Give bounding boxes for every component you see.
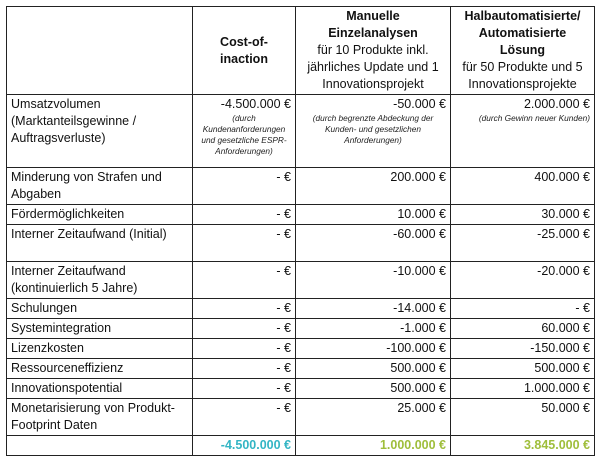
manual-value: 500.000 € [296, 359, 451, 379]
auto-value: 60.000 € [451, 319, 595, 339]
cost-value: - € [193, 168, 296, 205]
manual-value: 500.000 € [296, 379, 451, 399]
auto-note: (durch Gewinn neuer Kunden) [478, 113, 590, 123]
table-row [7, 399, 595, 436]
auto-value: 30.000 € [451, 205, 595, 225]
header-cost-title: Cost-of-inaction [220, 34, 268, 66]
row-label: Umsatzvolumen (Marktanteilsgewinne / Auftragsverluste) [7, 95, 193, 168]
cost-value: - € [193, 339, 296, 359]
table-row [7, 95, 595, 168]
header-automated [451, 7, 595, 95]
auto-value: -20.000 € [451, 262, 595, 299]
header-empty-cell [7, 7, 193, 95]
row-label: Systemintegration [7, 319, 193, 339]
manual-value: 25.000 € [296, 399, 451, 436]
table-row [7, 168, 595, 205]
table-row [7, 262, 595, 299]
row-label: Minderung von Strafen und Abgaben [7, 168, 193, 205]
totals-row [7, 436, 595, 456]
row-label: Schulungen [7, 299, 193, 319]
header-manual-title: Manuelle Einzelanalysen [328, 9, 418, 40]
row-label: Lizenzkosten [7, 339, 193, 359]
table-row [7, 359, 595, 379]
cost-value: -4.500.000 € [220, 97, 291, 111]
header-row [7, 7, 595, 95]
manual-value: 10.000 € [296, 205, 451, 225]
row-label: Monetarisierung von Produkt-Footprint Daten [7, 399, 193, 436]
auto-value: - € [451, 299, 595, 319]
auto-value: -25.000 € [451, 225, 595, 262]
total-manual-value: 1.000.000 € [296, 436, 451, 456]
row-label: Innovationspotential [7, 379, 193, 399]
total-auto-value: 3.845.000 € [451, 436, 595, 456]
row-label: Ressourceneffizienz [7, 359, 193, 379]
cost-value: - € [193, 359, 296, 379]
cost-value: - € [193, 262, 296, 299]
cost-value: - € [193, 399, 296, 436]
cost-cell [193, 95, 296, 168]
cost-value: - € [193, 379, 296, 399]
manual-note: (durch begrenzte Abdeckung der Kunden- und gesetzlichen Anforderungen) [312, 113, 434, 145]
auto-value: 50.000 € [451, 399, 595, 436]
header-automated-title: Halbautomatisierte/ Automatisierte Lösung [464, 9, 581, 57]
total-cost-value: -4.500.000 € [193, 436, 296, 456]
table-row [7, 379, 595, 399]
cost-note: (durch Kundenanforderungen und gesetzliche ESPR-Anforderungen) [201, 113, 287, 156]
manual-value: -1.000 € [296, 319, 451, 339]
auto-value: 2.000.000 € [523, 97, 590, 111]
auto-value: 1.000.000 € [451, 379, 595, 399]
auto-value: 400.000 € [451, 168, 595, 205]
cost-value: - € [193, 205, 296, 225]
table-row [7, 225, 595, 262]
table-row [7, 339, 595, 359]
cost-value: - € [193, 319, 296, 339]
cost-value: - € [193, 299, 296, 319]
row-label: Interner Zeitaufwand (Initial) [7, 225, 193, 262]
manual-value: -10.000 € [296, 262, 451, 299]
auto-value: 500.000 € [451, 359, 595, 379]
manual-cell [296, 95, 451, 168]
table-row [7, 299, 595, 319]
header-automated-subtitle: für 50 Produkte und 5 Innovationsprojekte [462, 60, 583, 91]
cost-value: - € [193, 225, 296, 262]
header-manual [296, 7, 451, 95]
table-row [7, 205, 595, 225]
header-cost-of-inaction [193, 7, 296, 95]
auto-value: -150.000 € [451, 339, 595, 359]
row-label: Interner Zeitaufwand (kontinuierlich 5 Jahre) [7, 262, 193, 299]
header-manual-subtitle: für 10 Produkte inkl. jährliches Update und 1 Innovationsprojekt [307, 43, 439, 91]
row-label: Fördermöglichkeiten [7, 205, 193, 225]
manual-value: 200.000 € [296, 168, 451, 205]
manual-value: -60.000 € [296, 225, 451, 262]
comparison-table [6, 6, 595, 456]
manual-value: -50.000 € [393, 97, 446, 111]
manual-value: -100.000 € [296, 339, 451, 359]
auto-cell [451, 95, 595, 168]
table-row [7, 319, 595, 339]
totals-empty-cell [7, 436, 193, 456]
manual-value: -14.000 € [296, 299, 451, 319]
